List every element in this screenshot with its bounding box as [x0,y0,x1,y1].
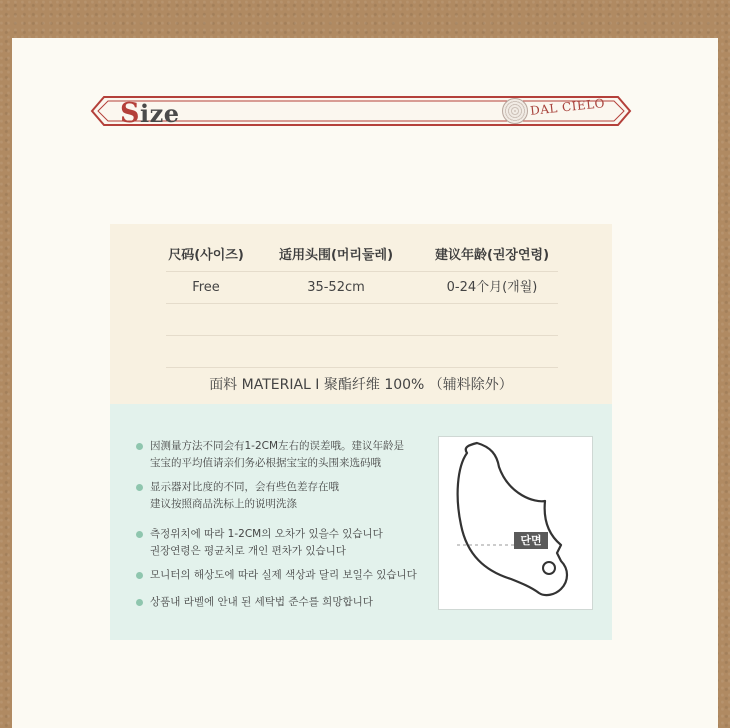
note-line: 建议按照商品洗标上的说明洗涤 [150,498,297,510]
bullet-icon [136,531,143,538]
note-line: 상품내 라벨에 안내 된 세탁법 준수를 희망합니다 [150,596,373,608]
table-header-row [166,240,558,272]
bullet-icon [136,572,143,579]
note-line: 因测量方法不同会有1-2CM左右的误差哦。建议年龄是 [150,440,405,452]
snap-button-icon [543,562,555,574]
bullet-icon [136,484,143,491]
bullet-icon [136,443,143,450]
size-table [166,240,558,368]
brand-label: DAL CIELO [529,96,606,118]
note-line: 측정위치에 따라 1-2CM의 오차가 있을수 있습니다 [150,528,383,540]
material-line: 面料 MATERIAL I 聚酯纤维 100% （辅料除外） [209,377,513,393]
note-line: 권장연령은 평균치로 개인 편차가 있습니다 [150,545,346,557]
cell-age: 0-24个月(개월) [446,280,538,295]
bib-outline-icon [458,443,567,595]
column-header-size: 尺码(사이즈) [168,248,244,263]
note-line: 显示器对比度的不同，会有些色差存在哦 [150,481,339,493]
bullet-icon [136,599,143,606]
cell-head-circumference: 35-52cm [307,280,365,295]
cross-section-label: 단면 [514,532,548,549]
page-title: Size [120,98,180,129]
bib-diagram [438,436,593,610]
table-row-empty [166,304,558,336]
column-header-head-circumference: 适用头围(머리둘레) [278,248,394,263]
table-row-empty [166,336,558,368]
note-line: 宝宝的平均值请亲们务必根据宝宝的头围来选码哦 [150,457,381,469]
column-header-age: 建议年龄(권장연령) [434,248,550,263]
table-row [166,272,558,304]
note-line: 모니터의 해상도에 따라 실제 색상과 달리 보일수 있습니다 [150,569,417,581]
stamp-icon [502,98,528,124]
cell-size: Free [192,280,220,295]
